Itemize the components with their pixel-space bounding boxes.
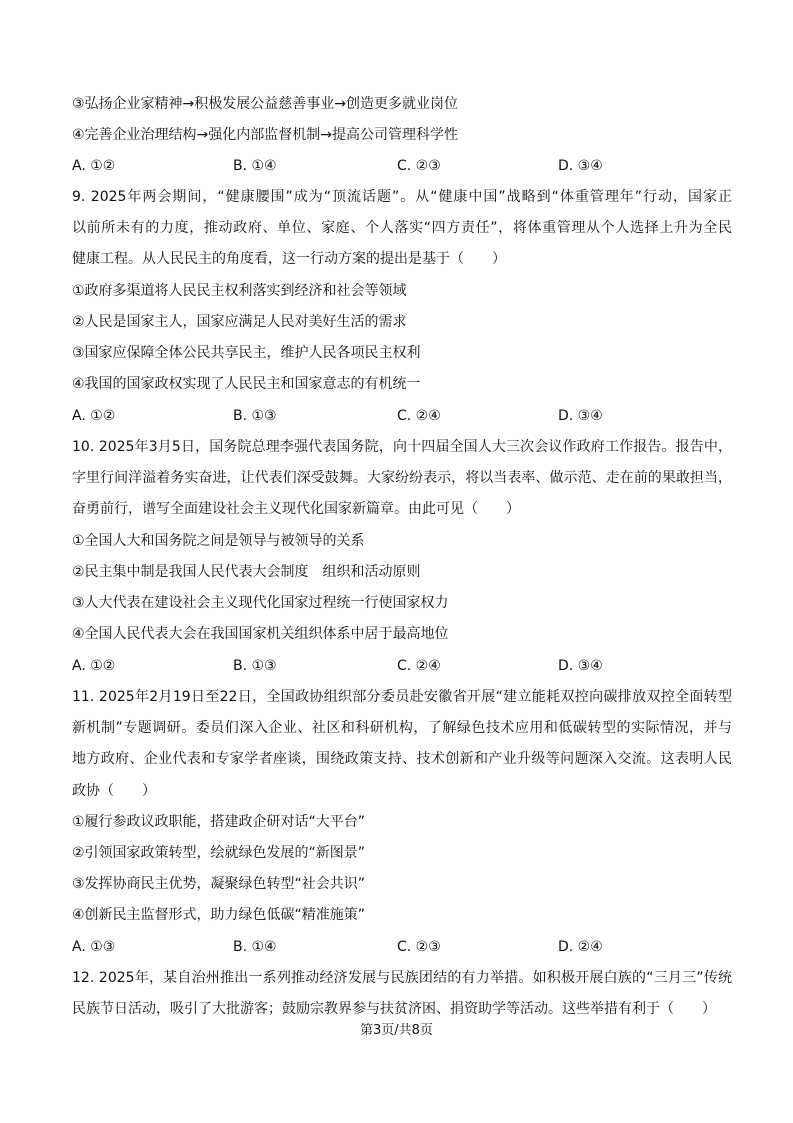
- q9-option-c: C. ②④: [397, 408, 441, 424]
- q9-statement-3: ③国家应保障全体公民共享民主，维护人民各项民主权利: [72, 345, 421, 361]
- q11-option-c: C. ②③: [397, 939, 441, 955]
- q9-statement-2: ②人民是国家主人，国家应满足人民对美好生活的需求: [72, 314, 407, 330]
- q9-options: [72, 406, 732, 426]
- q9-stem-line-2: 以前所未有的力度，推动政府、单位、家庭、个人落实“四方责任”，将体重管理从个人选择上升为全民: [72, 220, 732, 236]
- q11-stem-line-1: 11. 2025年2月19日至22日，全国政协组织部分委员赴安徽省开展“建立能耗双控向碳排放双控全面转型: [72, 689, 732, 705]
- q10-stem-line-1: 10. 2025年3月5日，国务院总理李强代表国务院，向十四届全国人大三次会议作政府工作报告。报告中，: [72, 439, 732, 455]
- q10-stem-line-2: 字里行间洋溢着务实奋进，让代表们深受鼓舞。大家纷纷表示，将以当表率、做示范、走在前的果敢担当，: [72, 470, 732, 486]
- q11-option-b: B. ①④: [233, 939, 277, 955]
- q11-option-d: D. ②④: [558, 939, 603, 955]
- q8-option-d: D. ③④: [558, 158, 603, 174]
- q11-statement-3: ③发挥协商民主优势，凝聚绿色转型“社会共识”: [72, 876, 366, 892]
- q10-statement-3: ③人大代表在建设社会主义现代化国家过程统一行使国家权力: [72, 595, 449, 611]
- q12-stem-line-2: 民族节日活动，吸引了大批游客；鼓励宗教界参与扶贫济困、捐资助学等活动。这些举措有利于（ ）: [72, 1001, 716, 1017]
- q11-stem-line-2: 新机制”专题调研。委员们深入企业、社区和科研机构，了解绿色技术应用和低碳转型的实际情况，并与: [72, 720, 732, 736]
- q10-option-b: B. ①③: [233, 658, 277, 674]
- q12-stem-line-1: 12. 2025年，某自治州推出一系列推动经济发展与民族团结的有力举措。如积极开展白族的“三月三”传统: [72, 970, 732, 986]
- q8-statement-3: ③弘扬企业家精神→积极发展公益慈善事业→创造更多就业岗位: [72, 96, 459, 112]
- q9-statement-4: ④我国的国家政权实现了人民民主和国家意志的有机统一: [72, 376, 421, 392]
- q10-statement-1: ①全国人大和国务院之间是领导与被领导的关系: [72, 533, 365, 549]
- q9-option-d: D. ③④: [558, 408, 603, 424]
- q8-option-a: A. ①②: [72, 158, 116, 174]
- q9-stem-line-1: 9. 2025年两会期间，“健康腰围”成为“顶流话题”。从“健康中国”战略到“体重管理年”行动，国家正: [72, 189, 732, 205]
- q9-option-b: B. ①③: [233, 408, 277, 424]
- q11-statement-4: ④创新民主监督形式，助力绿色低碳“精准施策”: [72, 907, 366, 923]
- q9-stem-line-3: 健康工程。从人民民主的角度看，这一行动方案的提出是基于（ ）: [72, 251, 506, 267]
- q8-statement-4: ④完善企业治理结构→强化内部监督机制→提高公司管理科学性: [72, 127, 459, 143]
- q10-option-a: A. ①②: [72, 658, 116, 674]
- q10-stem-line-3: 奋勇前行，谱写全面建设社会主义现代化国家新篇章。由此可见（ ）: [72, 501, 520, 517]
- q11-option-a: A. ①③: [72, 939, 116, 955]
- q9-option-a: A. ①②: [72, 408, 116, 424]
- q10-option-d: D. ③④: [558, 658, 603, 674]
- q11-options: [72, 937, 732, 957]
- q8-option-c: C. ②③: [397, 158, 441, 174]
- q8-option-b: B. ①④: [233, 158, 277, 174]
- q11-stem-line-3: 地方政府、企业代表和专家学者座谈，围绕政策支持、技术创新和产业升级等问题深入交流。这表明人民: [72, 751, 732, 767]
- page-number-footer: 第3页/共8页: [360, 1023, 433, 1038]
- q8-options: [72, 156, 732, 176]
- q10-option-c: C. ②④: [397, 658, 441, 674]
- q9-statement-1: ①政府多渠道将人民民主权利落实到经济和社会等领域: [72, 283, 407, 299]
- q10-options: [72, 656, 732, 676]
- q10-statement-4: ④全国人民代表大会在我国国家机关组织体系中居于最高地位: [72, 626, 449, 642]
- q11-statement-1: ①履行参政议政职能，搭建政企研对话“大平台”: [72, 814, 366, 830]
- q11-statement-2: ②引领国家政策转型，绘就绿色发展的“新图景”: [72, 845, 366, 861]
- q10-statement-2: ②民主集中制是我国人民代表大会制度 组织和活动原则: [72, 564, 421, 580]
- q11-stem-line-4: 政协（ ）: [72, 783, 156, 799]
